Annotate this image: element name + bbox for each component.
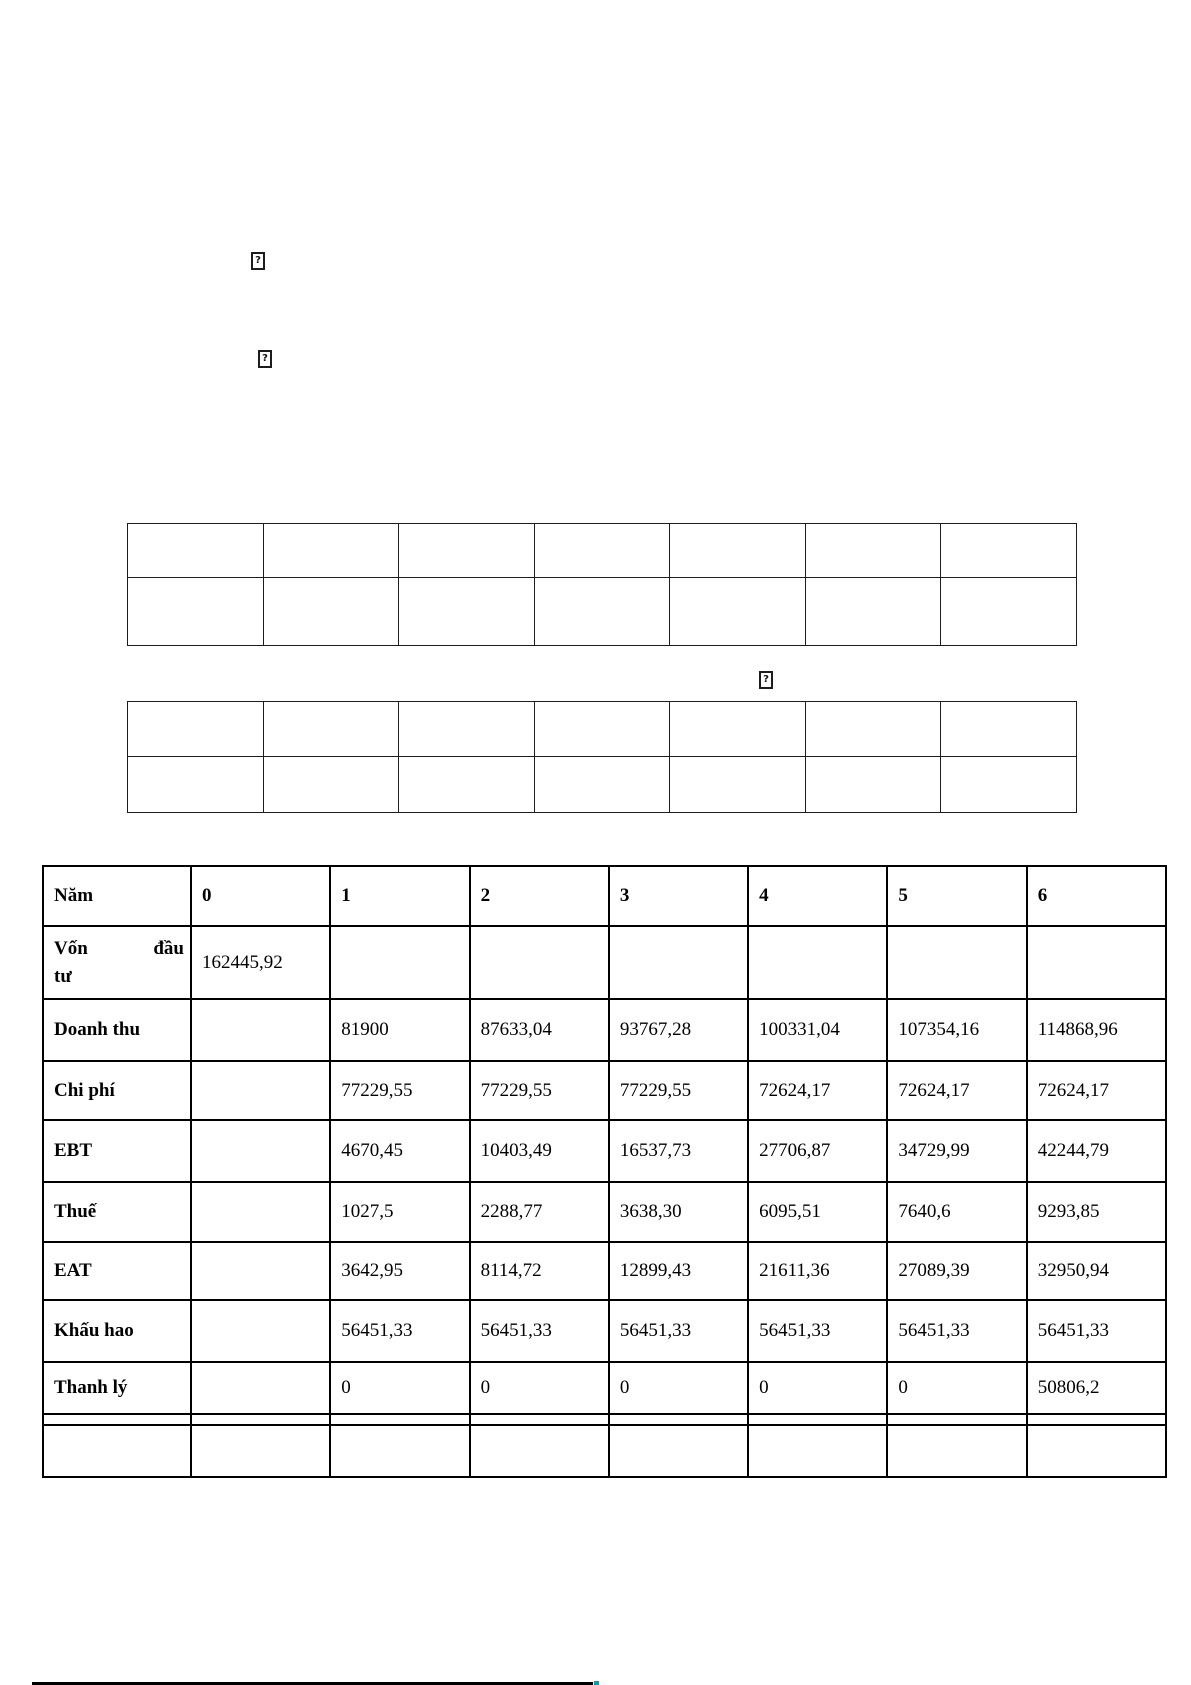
row-label: Chi phí	[43, 1061, 191, 1120]
header-cell: 1	[330, 866, 469, 926]
value-cell	[191, 999, 330, 1061]
empty-cell	[128, 702, 264, 757]
header-cell: 3	[609, 866, 748, 926]
value-cell: 0	[887, 1362, 1026, 1414]
row-label: Thanh lý	[43, 1362, 191, 1414]
missing-glyph-icon: ?	[258, 350, 272, 368]
value-cell: 10403,49	[470, 1120, 609, 1182]
value-cell	[609, 926, 748, 999]
empty-cell	[534, 578, 670, 646]
value-cell: 56451,33	[748, 1300, 887, 1362]
value-cell: 2288,77	[470, 1182, 609, 1242]
row-label: EBT	[43, 1120, 191, 1182]
value-cell: 77229,55	[609, 1061, 748, 1120]
empty-cell	[128, 757, 264, 813]
table-row	[43, 1182, 1166, 1242]
value-cell	[191, 1425, 330, 1477]
value-cell	[887, 1414, 1026, 1425]
value-cell	[191, 1242, 330, 1300]
value-cell: 100331,04	[748, 999, 887, 1061]
table-row	[43, 1242, 1166, 1300]
value-cell: 50806,2	[1027, 1362, 1166, 1414]
row-label: Thuế	[43, 1182, 191, 1242]
value-cell: 72624,17	[748, 1061, 887, 1120]
empty-cell	[399, 578, 535, 646]
value-cell	[887, 1425, 1026, 1477]
row-label: Vốn đầu tư	[43, 926, 191, 999]
value-cell: 87633,04	[470, 999, 609, 1061]
empty-cell	[128, 578, 264, 646]
value-cell: 34729,99	[887, 1120, 1026, 1182]
empty-cell	[399, 757, 535, 813]
value-cell: 77229,55	[470, 1061, 609, 1120]
value-cell	[470, 1425, 609, 1477]
value-cell: 56451,33	[1027, 1300, 1166, 1362]
empty-cell	[670, 524, 806, 578]
value-cell: 32950,94	[1027, 1242, 1166, 1300]
value-cell: 7640,6	[887, 1182, 1026, 1242]
value-cell	[470, 1414, 609, 1425]
table-row	[43, 1425, 1166, 1477]
empty-cell	[534, 757, 670, 813]
empty-cell	[263, 702, 399, 757]
value-cell: 3642,95	[330, 1242, 469, 1300]
value-cell	[1027, 1425, 1166, 1477]
empty-cell	[263, 524, 399, 578]
value-cell: 107354,16	[887, 999, 1026, 1061]
value-cell: 72624,17	[1027, 1061, 1166, 1120]
empty-cell	[941, 702, 1077, 757]
empty-cell	[941, 757, 1077, 813]
value-cell: 4670,45	[330, 1120, 469, 1182]
missing-glyph-icon: ?	[759, 671, 773, 689]
value-cell: 6095,51	[748, 1182, 887, 1242]
header-label: Năm	[43, 866, 191, 926]
main-table	[42, 865, 1167, 1478]
empty-cell	[670, 702, 806, 757]
table-row	[43, 1362, 1166, 1414]
empty-cell	[263, 578, 399, 646]
value-cell	[1027, 1414, 1166, 1425]
row-label	[43, 1425, 191, 1477]
value-cell	[191, 1061, 330, 1120]
table-row	[43, 926, 1166, 999]
value-cell: 16537,73	[609, 1120, 748, 1182]
value-cell	[470, 926, 609, 999]
table-row	[43, 1061, 1166, 1120]
value-cell: 8114,72	[470, 1242, 609, 1300]
row-label	[43, 1414, 191, 1425]
empty-cell	[805, 702, 941, 757]
header-cell: 0	[191, 866, 330, 926]
value-cell: 0	[470, 1362, 609, 1414]
value-cell: 162445,92	[191, 926, 330, 999]
value-cell: 56451,33	[330, 1300, 469, 1362]
row-label: Doanh thu	[43, 999, 191, 1061]
value-cell	[1027, 926, 1166, 999]
missing-glyph-icon: ?	[251, 252, 265, 270]
value-cell	[330, 1425, 469, 1477]
value-cell: 0	[748, 1362, 887, 1414]
value-cell	[748, 926, 887, 999]
value-cell: 72624,17	[887, 1061, 1026, 1120]
empty-cell	[399, 524, 535, 578]
table-row	[43, 1414, 1166, 1425]
value-cell: 42244,79	[1027, 1120, 1166, 1182]
row-label: Khấu hao	[43, 1300, 191, 1362]
value-cell	[191, 1300, 330, 1362]
empty-cell	[805, 524, 941, 578]
empty-table-top	[127, 523, 1077, 646]
value-cell: 1027,5	[330, 1182, 469, 1242]
empty-cell	[805, 757, 941, 813]
table-row	[43, 999, 1166, 1061]
value-cell: 3638,30	[609, 1182, 748, 1242]
empty-cell	[128, 524, 264, 578]
empty-cell	[263, 757, 399, 813]
value-cell	[191, 1362, 330, 1414]
value-cell	[191, 1120, 330, 1182]
empty-cell	[670, 578, 806, 646]
value-cell	[609, 1414, 748, 1425]
value-cell: 21611,36	[748, 1242, 887, 1300]
value-cell: 0	[609, 1362, 748, 1414]
value-cell: 9293,85	[1027, 1182, 1166, 1242]
value-cell: 77229,55	[330, 1061, 469, 1120]
value-cell: 12899,43	[609, 1242, 748, 1300]
value-cell	[887, 926, 1026, 999]
header-cell: 5	[887, 866, 1026, 926]
table-row	[43, 1300, 1166, 1362]
value-cell: 56451,33	[609, 1300, 748, 1362]
value-cell	[191, 1414, 330, 1425]
value-cell	[748, 1425, 887, 1477]
value-cell	[330, 926, 469, 999]
header-cell: 6	[1027, 866, 1166, 926]
empty-cell	[941, 578, 1077, 646]
value-cell: 0	[330, 1362, 469, 1414]
value-cell: 81900	[330, 999, 469, 1061]
value-cell: 56451,33	[470, 1300, 609, 1362]
value-cell	[748, 1414, 887, 1425]
value-cell: 56451,33	[887, 1300, 1026, 1362]
value-cell: 114868,96	[1027, 999, 1166, 1061]
value-cell	[330, 1414, 469, 1425]
empty-cell	[534, 702, 670, 757]
empty-cell	[805, 578, 941, 646]
value-cell	[191, 1182, 330, 1242]
empty-cell	[534, 524, 670, 578]
value-cell: 27706,87	[748, 1120, 887, 1182]
empty-table-middle	[127, 701, 1077, 813]
empty-cell	[941, 524, 1077, 578]
table-row	[43, 1120, 1166, 1182]
header-cell: 4	[748, 866, 887, 926]
header-cell: 2	[470, 866, 609, 926]
row-label: EAT	[43, 1242, 191, 1300]
value-cell	[609, 1425, 748, 1477]
value-cell: 93767,28	[609, 999, 748, 1061]
value-cell: 27089,39	[887, 1242, 1026, 1300]
empty-cell	[399, 702, 535, 757]
bottom-dot	[594, 1681, 599, 1685]
empty-cell	[670, 757, 806, 813]
